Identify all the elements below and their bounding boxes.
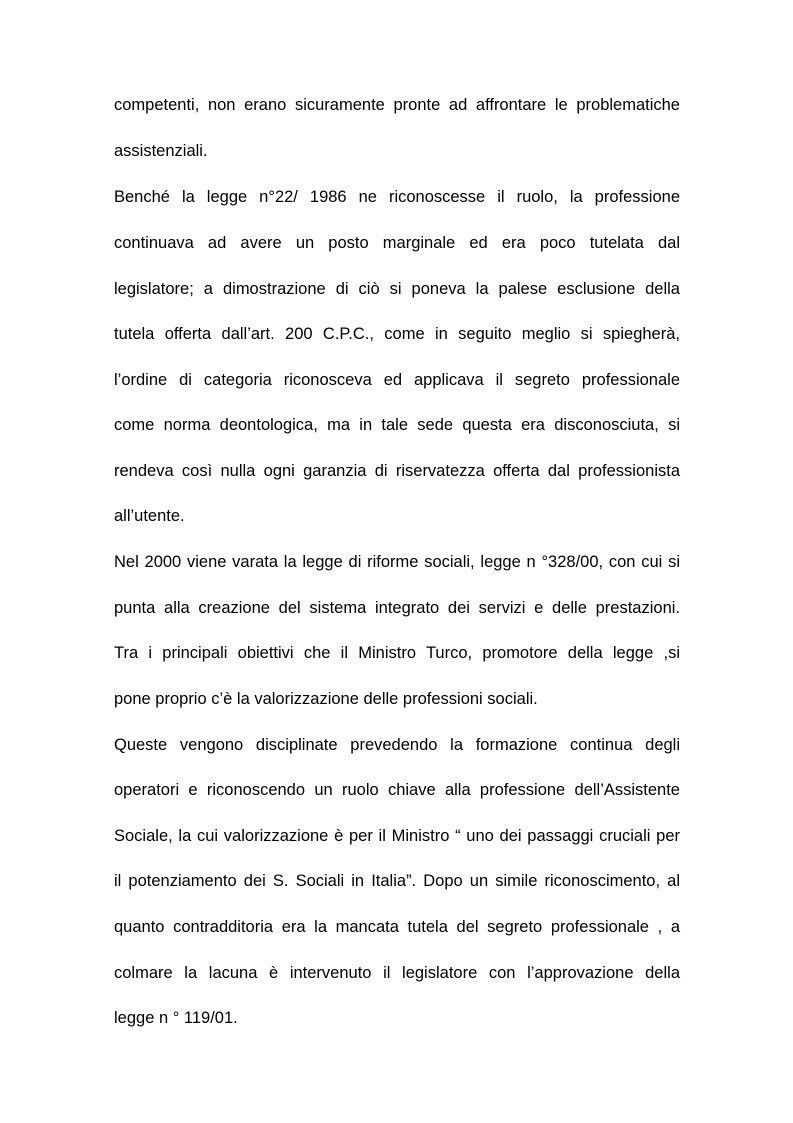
text-line: tutela offerta dall’art. 200 C.P.C., come in seguito meglio si spiegherà, bbox=[114, 325, 680, 343]
text-line: quanto contradditoria era la mancata tutela del segreto professionale , a bbox=[114, 918, 680, 936]
text-line: colmare la lacuna è intervenuto il legislatore con l’approvazione della bbox=[114, 964, 680, 982]
text-line: competenti, non erano sicuramente pronte ad affrontare le problematiche bbox=[114, 96, 680, 114]
text-line: punta alla creazione del sistema integrato dei servizi e delle prestazioni. bbox=[114, 599, 680, 617]
text-line: l’ordine di categoria riconosceva ed applicava il segreto professionale bbox=[114, 371, 680, 389]
text-line: all’utente. bbox=[114, 507, 185, 525]
text-line: Queste vengono disciplinate prevedendo la formazione continua degli bbox=[114, 736, 680, 754]
text-line: legislatore; a dimostrazione di ciò si poneva la palese esclusione della bbox=[114, 280, 680, 298]
text-line: pone proprio c’è la valorizzazione delle professioni sociali. bbox=[114, 690, 538, 708]
text-line: il potenziamento dei S. Sociali in Italia”. Dopo un simile riconoscimento, al bbox=[114, 872, 680, 890]
text-line: assistenziali. bbox=[114, 142, 208, 160]
text-line: legge n ° 119/01. bbox=[114, 1009, 238, 1027]
text-line: Nel 2000 viene varata la legge di riforme sociali, legge n °328/00, con cui si bbox=[114, 553, 680, 571]
text-line: Sociale, la cui valorizzazione è per il Ministro “ uno dei passaggi cruciali per bbox=[114, 827, 680, 845]
text-line: continuava ad avere un posto marginale ed era poco tutelata dal bbox=[114, 234, 680, 252]
text-line: operatori e riconoscendo un ruolo chiave alla professione dell’Assistente bbox=[114, 781, 680, 799]
text-line: Tra i principali obiettivi che il Ministro Turco, promotore della legge ,si bbox=[114, 644, 680, 662]
text-line: Benché la legge n°22/ 1986 ne riconoscesse il ruolo, la professione bbox=[114, 188, 680, 206]
text-line: rendeva così nulla ogni garanzia di riservatezza offerta dal professionista bbox=[114, 462, 680, 480]
text-line: come norma deontologica, ma in tale sede questa era disconosciuta, si bbox=[114, 416, 680, 434]
